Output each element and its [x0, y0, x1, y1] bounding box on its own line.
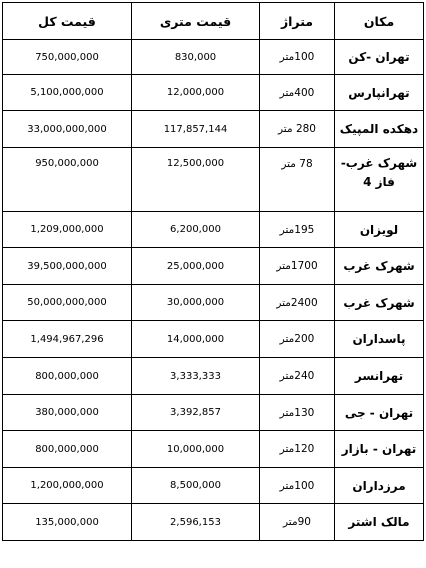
cell-area: 2400متر [260, 285, 335, 321]
cell-total-price: 5,100,000,000 [3, 75, 132, 111]
table-row [3, 148, 424, 212]
cell-price-per-meter: 10,000,000 [132, 431, 260, 468]
cell-price-per-meter: 12,500,000 [132, 148, 260, 212]
cell-place: تهران -کن [335, 40, 424, 75]
table-row [3, 212, 424, 248]
table-row [3, 285, 424, 321]
cell-total-price: 750,000,000 [3, 40, 132, 75]
table-row [3, 75, 424, 111]
header-total-price: قیمت کل [3, 3, 132, 40]
cell-total-price: 380,000,000 [3, 395, 132, 431]
cell-price-per-meter: 14,000,000 [132, 321, 260, 358]
table-row [3, 431, 424, 468]
cell-place: دهکده المپیک [335, 111, 424, 148]
cell-total-price: 800,000,000 [3, 358, 132, 395]
cell-place: لویزان [335, 212, 424, 248]
cell-price-per-meter: 6,200,000 [132, 212, 260, 248]
cell-area: 90متر [260, 504, 335, 541]
header-price-per-meter: قیمت متری [132, 3, 260, 40]
cell-area: 280 متر [260, 111, 335, 148]
cell-price-per-meter: 3,333,333 [132, 358, 260, 395]
price-table [2, 2, 424, 541]
table-row [3, 504, 424, 541]
cell-price-per-meter: 3,392,857 [132, 395, 260, 431]
header-row [3, 3, 424, 40]
table-row [3, 248, 424, 285]
cell-price-per-meter: 25,000,000 [132, 248, 260, 285]
cell-total-price: 50,000,000,000 [3, 285, 132, 321]
cell-price-per-meter: 30,000,000 [132, 285, 260, 321]
cell-place: تهرانپارس [335, 75, 424, 111]
cell-price-per-meter: 8,500,000 [132, 468, 260, 504]
cell-area: 1700متر [260, 248, 335, 285]
cell-price-per-meter: 12,000,000 [132, 75, 260, 111]
cell-area: 200متر [260, 321, 335, 358]
cell-price-per-meter: 2,596,153 [132, 504, 260, 541]
table-row [3, 40, 424, 75]
cell-total-price: 1,209,000,000 [3, 212, 132, 248]
cell-area: 100متر [260, 40, 335, 75]
cell-place: شهرک غرب [335, 285, 424, 321]
cell-total-price: 1,200,000,000 [3, 468, 132, 504]
cell-total-price: 1,494,967,296 [3, 321, 132, 358]
cell-price-per-meter: 117,857,144 [132, 111, 260, 148]
cell-total-price: 800,000,000 [3, 431, 132, 468]
cell-area: 130متر [260, 395, 335, 431]
table-row [3, 395, 424, 431]
cell-place: تهران - جی [335, 395, 424, 431]
cell-total-price: 33,000,000,000 [3, 111, 132, 148]
cell-area: 78 متر [260, 148, 335, 212]
cell-total-price: 950,000,000 [3, 148, 132, 212]
cell-place [335, 148, 424, 212]
cell-place: تهران - بازار [335, 431, 424, 468]
cell-place: شهرک غرب [335, 248, 424, 285]
header-place: مکان [335, 3, 424, 40]
cell-place: تهرانسر [335, 358, 424, 395]
table-row [3, 111, 424, 148]
cell-area: 120متر [260, 431, 335, 468]
table-row [3, 321, 424, 358]
table-row [3, 468, 424, 504]
cell-price-per-meter: 830,000 [132, 40, 260, 75]
cell-area: 240متر [260, 358, 335, 395]
cell-place: مالک اشتر [335, 504, 424, 541]
table-row [3, 358, 424, 395]
cell-area: 400متر [260, 75, 335, 111]
header-area: متراژ [260, 3, 335, 40]
cell-place: مرزداران [335, 468, 424, 504]
cell-area: 100متر [260, 468, 335, 504]
cell-place-text: شهرک غرب- فاز 4 [340, 156, 418, 190]
cell-area: 195متر [260, 212, 335, 248]
cell-place: پاسداران [335, 321, 424, 358]
cell-total-price: 39,500,000,000 [3, 248, 132, 285]
cell-total-price: 135,000,000 [3, 504, 132, 541]
